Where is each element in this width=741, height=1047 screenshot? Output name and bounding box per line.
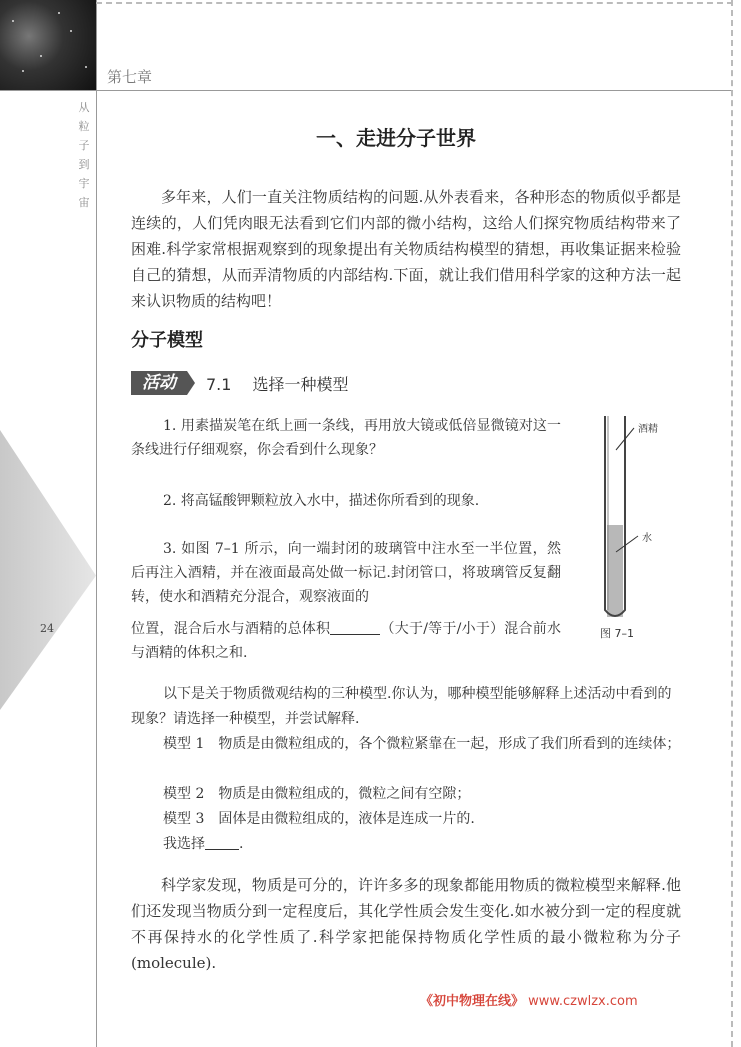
model-2: 模型 2 物质是由微粒组成的，微粒之间有空隙； bbox=[163, 786, 471, 802]
chapter-side-title: 从 粒 子 到 宇 宙 bbox=[78, 101, 90, 209]
step-3: 3. 如图 7–1 所示，向一端封闭的玻璃管中注水至一半位置，然后再注入酒精，并在液面最高处做一标记.封闭管口，将玻璃管反复翻转，使水和酒精充分混合，观察液面的 bbox=[131, 541, 561, 605]
activity-badge: 活动 bbox=[131, 371, 187, 395]
footer-watermark bbox=[420, 990, 638, 1009]
model-1: 模型 1 物质是由微粒组成的，各个微粒紧靠在一起，形成了我们所看到的连续体； bbox=[163, 736, 681, 752]
page-top-dashes bbox=[96, 2, 733, 4]
activity-title bbox=[206, 372, 349, 395]
margin-rule bbox=[96, 0, 97, 1047]
header-rule bbox=[0, 90, 733, 91]
model-3: 模型 3 固体是由微粒组成的，液体是连成一片的. bbox=[163, 811, 475, 827]
final-paragraph: 科学家发现，物质是可分的，许许多多的现象都能用物质的微粒模型来解释.他们还发现当物质分到一定程度后，其化学性质会发生变化.如水被分到一定的程度就不再保持水的化学性质了.科学家把能保持物质化学性质的最小微粒称为分子(molecule). bbox=[131, 876, 681, 972]
figure-caption: 图 7–1 bbox=[600, 627, 634, 640]
tube-water-fill bbox=[607, 525, 623, 617]
page-edge-dashes bbox=[731, 0, 733, 1047]
chapter-corner-image bbox=[0, 0, 96, 90]
activity-number: 7.1 bbox=[206, 375, 232, 394]
footer-url: www.czwlzx.com bbox=[528, 994, 638, 1009]
answer-blank[interactable] bbox=[330, 620, 380, 635]
step-3-continued: 位置，混合后水与酒精的总体积 （大于/等于/小于）混合前水与酒精的体积之和. bbox=[131, 621, 561, 661]
footer-site-name: 《初中物理在线》 bbox=[420, 994, 525, 1009]
step-2: 2. 将高锰酸钾颗粒放入水中，描述你所看到的现象. bbox=[163, 493, 480, 509]
chapter-label: 第七章 bbox=[107, 68, 153, 86]
test-tube-figure bbox=[590, 412, 690, 622]
models-intro: 以下是关于物质微观结构的三种模型.你认为，哪种模型能够解释上述活动中看到的现象？请选择一种模型，并尝试解释. bbox=[131, 686, 672, 727]
step-1: 1. 用素描炭笔在纸上画一条线，再用放大镜或低倍显微镜对这一条线进行仔细观察，你会看到什么现象？ bbox=[131, 418, 561, 458]
subheading: 分子模型 bbox=[131, 330, 203, 351]
choice-blank[interactable] bbox=[205, 835, 239, 850]
section-title: 一、走进分子世界 bbox=[316, 126, 476, 150]
page-number: 24 bbox=[40, 622, 54, 635]
activity-name: 选择一种模型 bbox=[252, 375, 349, 394]
label-water: 水 bbox=[642, 533, 652, 544]
intro-paragraph: 多年来，人们一直关注物质结构的问题.从外表看来，各种形态的物质似乎都是连续的，人们凭肉眼无法看到它们内部的微小结构，这给人们探究物质结构带来了困难.科学家常根据观察到的现象提出有关物质结构模型的猜想，再收集证据来检验自己的猜想，从而弄清物质的内部结构.下面，就让我们借用科学家的这种方法一起来认识物质的结构吧！ bbox=[131, 188, 681, 310]
label-alcohol: 酒精 bbox=[638, 424, 658, 435]
model-choice: 我选择 . bbox=[163, 836, 244, 852]
margin-gray-triangle bbox=[0, 430, 96, 710]
